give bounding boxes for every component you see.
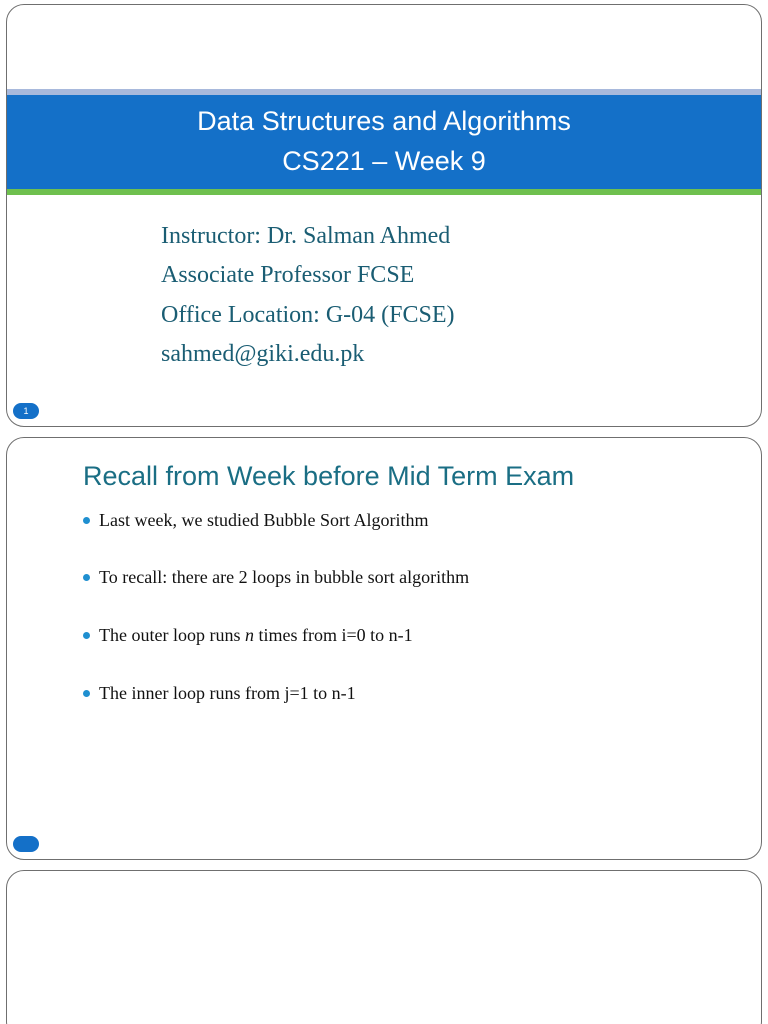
slide-1 xyxy=(6,4,762,427)
bullet-dot-icon xyxy=(83,690,90,697)
position-line: Associate Professor FCSE xyxy=(161,262,415,288)
bullet-item xyxy=(83,565,469,589)
slide-number-badge xyxy=(13,836,39,852)
bullet-text-pre: The outer loop runs xyxy=(99,625,245,645)
bullet-text-post: times from i=0 to n-1 xyxy=(253,625,413,645)
instructor-line: Instructor: Dr. Salman Ahmed xyxy=(161,223,451,249)
slide-3 xyxy=(6,870,762,1024)
bullet-text: The inner loop runs from j=1 to n-1 xyxy=(99,683,356,703)
slide-number-badge: 1 xyxy=(13,403,39,419)
course-title: Data Structures and Algorithms xyxy=(197,106,571,136)
bullet-dot-icon xyxy=(83,574,90,581)
bullet-item xyxy=(83,623,413,647)
bullet-text: Last week, we studied Bubble Sort Algorithm xyxy=(99,510,429,530)
course-week: CS221 – Week 9 xyxy=(282,146,486,176)
bullet-dot-icon xyxy=(83,632,90,639)
bullet-item xyxy=(83,508,428,532)
office-line: Office Location: G-04 (FCSE) xyxy=(161,302,455,328)
bullet-dot-icon xyxy=(83,517,90,524)
bullet-item xyxy=(83,681,356,705)
title-band-bottom-stripe xyxy=(7,189,761,195)
slide-2 xyxy=(6,437,762,860)
slide-title: Recall from Week before Mid Term Exam xyxy=(83,461,575,491)
email-line: sahmed@giki.edu.pk xyxy=(161,341,365,367)
bullet-text: To recall: there are 2 loops in bubble sort algorithm xyxy=(99,567,470,587)
bullet-text-italic: n xyxy=(244,625,254,645)
